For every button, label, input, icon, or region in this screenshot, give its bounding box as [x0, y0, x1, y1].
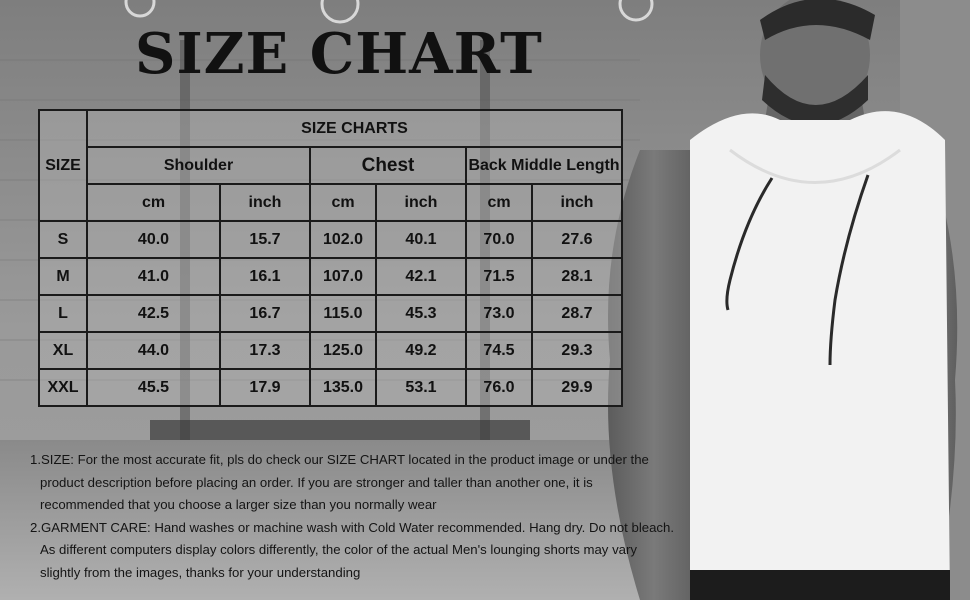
table-cell: 17.3: [220, 332, 310, 369]
table-cell: 45.3: [376, 295, 466, 332]
unit-header: cm: [310, 184, 376, 221]
size-label: M: [39, 258, 87, 295]
table-row: [39, 295, 622, 332]
table-cell: 16.7: [220, 295, 310, 332]
unit-header: cm: [466, 184, 532, 221]
table-cell: 40.1: [376, 221, 466, 258]
table-cell: 45.5: [87, 369, 220, 406]
page-title: SIZE CHART: [135, 21, 543, 87]
table-title: SIZE CHARTS: [87, 110, 622, 147]
table-cell: 74.5: [466, 332, 532, 369]
table-cell: 76.0: [466, 369, 532, 406]
size-label: XL: [39, 332, 87, 369]
table-cell: 42.5: [87, 295, 220, 332]
table-cell: 28.1: [532, 258, 622, 295]
size-column-header: SIZE: [39, 110, 87, 221]
size-label: L: [39, 295, 87, 332]
note-garment-care: 2.GARMENT CARE: Hand washes or machine wash with Cold Water recommended. Hang dry. Do not bleach. As different computers display colors differently, the color of the actual Men's lounging shorts may vary slightly from the images, thanks for your understanding: [30, 519, 675, 580]
table-cell: 115.0: [310, 295, 376, 332]
table-cell: 16.1: [220, 258, 310, 295]
table-cell: 42.1: [376, 258, 466, 295]
table-row: [39, 258, 622, 295]
group-header-chest: Chest: [310, 147, 466, 184]
table-row: [39, 221, 622, 258]
table-cell: 71.5: [466, 258, 532, 295]
unit-header: inch: [376, 184, 466, 221]
table-cell: 41.0: [87, 258, 220, 295]
table-cell: 49.2: [376, 332, 466, 369]
table-cell: 125.0: [310, 332, 376, 369]
unit-header: inch: [220, 184, 310, 221]
table-cell: 40.0: [87, 221, 220, 258]
group-header-back-length: Back Middle Length: [466, 147, 622, 184]
table-cell: 27.6: [532, 221, 622, 258]
size-label: S: [39, 221, 87, 258]
care-notes: [30, 449, 680, 584]
unit-header: cm: [87, 184, 220, 221]
table-cell: 53.1: [376, 369, 466, 406]
table-cell: 17.9: [220, 369, 310, 406]
table-cell: 70.0: [466, 221, 532, 258]
table-cell: 44.0: [87, 332, 220, 369]
note-size: 1.SIZE: For the most accurate fit, pls do check our SIZE CHART located in the product image or under the product description before placing an order. If you are stronger and taller than another one, it is recommended that you choose a larger size than you normally wear: [30, 452, 649, 512]
table-cell: 102.0: [310, 221, 376, 258]
table-cell: 107.0: [310, 258, 376, 295]
table-cell: 28.7: [532, 295, 622, 332]
table-row: [39, 332, 622, 369]
size-label: XXL: [39, 369, 87, 406]
table-cell: 73.0: [466, 295, 532, 332]
table-cell: 29.3: [532, 332, 622, 369]
size-chart-table: [38, 109, 623, 407]
unit-header: inch: [532, 184, 622, 221]
table-cell: 15.7: [220, 221, 310, 258]
table-row: [39, 369, 622, 406]
table-cell: 135.0: [310, 369, 376, 406]
table-cell: 29.9: [532, 369, 622, 406]
group-header-shoulder: Shoulder: [87, 147, 310, 184]
